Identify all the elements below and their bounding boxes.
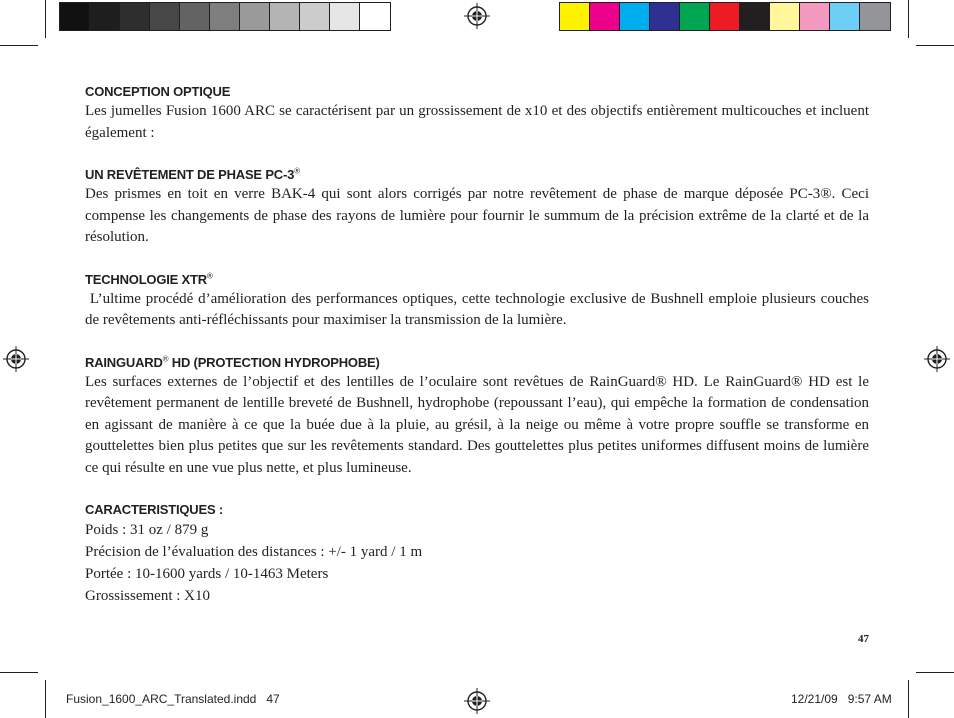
spec-item: Précision de l’évaluation des distances : +/- 1 yard / 1 m: [85, 544, 423, 560]
color-swatch: [360, 3, 390, 30]
spec-item: Grossissement : X10: [85, 588, 210, 604]
color-swatch: [680, 3, 710, 30]
section-paragraph: Les jumelles Fusion 1600 ARC se caractérisent par un grossissement de x10 et des objectifs entièrement multicouches et incluent également :: [85, 103, 869, 141]
section-heading: [85, 354, 869, 372]
color-swatch: [830, 3, 860, 30]
registration-mark-icon: [924, 346, 950, 372]
crop-mark: [0, 672, 38, 673]
registration-mark-icon: [464, 3, 490, 29]
heading-text: CONCEPTION OPTIQUE: [85, 84, 231, 99]
color-swatch: [770, 3, 800, 30]
crop-mark: [908, 0, 909, 38]
registration-mark-icon: [464, 688, 490, 714]
color-swatch: [710, 3, 740, 30]
color-swatch: [620, 3, 650, 30]
gray-calibration-bar: [59, 2, 391, 31]
color-swatch: [90, 3, 120, 30]
color-swatch: [330, 3, 360, 30]
color-swatch: [650, 3, 680, 30]
section-pc3-coating: [85, 166, 869, 249]
color-swatch: [560, 3, 590, 30]
color-swatch: [150, 3, 180, 30]
registered-mark: ®: [162, 354, 169, 364]
color-swatch: [270, 3, 300, 30]
color-swatch: [800, 3, 830, 30]
spec-item: Portée : 10-1600 yards / 10-1463 Meters: [85, 566, 329, 582]
registered-mark: ®: [206, 271, 213, 281]
color-calibration-bar: [559, 2, 891, 31]
section-heading: [85, 83, 869, 101]
color-swatch: [240, 3, 270, 30]
section-optical-design: [85, 83, 869, 144]
section-rainguard: [85, 354, 869, 480]
section-xtr-technology: [85, 271, 873, 332]
section-heading: [85, 166, 869, 184]
heading-suffix: HD (PROTECTION HYDROPHOBE): [168, 354, 380, 370]
color-swatch: [210, 3, 240, 30]
crop-mark: [45, 0, 46, 38]
color-swatch: [740, 3, 770, 30]
slug-timestamp: 12/21/09 9:57 AM: [791, 692, 892, 706]
color-swatch: [120, 3, 150, 30]
heading-text: RAINGUARD: [85, 354, 163, 370]
spec-item: Poids : 31 oz / 879 g: [85, 522, 209, 538]
crop-mark: [0, 45, 38, 46]
registration-mark-icon: [3, 346, 29, 372]
crop-mark: [916, 45, 954, 46]
color-swatch: [300, 3, 330, 30]
section-paragraph: Des prismes en toit en verre BAK-4 qui sont alors corrigés par notre revêtement de phase de marque déposée PC-3®. Ceci compense les changements de phase des rayons de lumière pour fournir le summum de la précision extrême de la clarté et de la résolution.: [85, 186, 869, 245]
crop-mark: [908, 680, 909, 718]
heading-text: TECHNOLOGIE XTR: [85, 271, 207, 287]
slug-filename: Fusion_1600_ARC_Translated.indd 47: [66, 692, 280, 706]
crop-mark: [916, 672, 954, 673]
section-paragraph: Les surfaces externes de l’objectif et des lentilles de l’oculaire sont revêtues de RainGuard® HD. Le RainGuard® HD est le revêtement permanent de lentille breveté de Bushnell, hydrophobe (repoussant l’eau), qui empêche la formation de condensation en agissant de manière à ce que la buée due à la pluie, au grésil, à la neige ou même à votre propre souffle se transforme en gouttelettes bien plus petites que sur les revêtements standard. Des gouttelettes plus petites uniformes diffusent moins de lumière ce qui résulte en une vue plus nette, et plus lumineuse.: [85, 373, 869, 476]
document-body: [85, 83, 873, 629]
color-swatch: [590, 3, 620, 30]
registered-mark: ®: [294, 166, 300, 176]
page-number: 47: [858, 633, 869, 645]
color-swatch: [180, 3, 210, 30]
section-paragraph: L’ultime procédé d’amélioration des performances optiques, cette technologie exclusive de Bushnell emploie plusieurs couches de revêtements anti-réfléchissants pour maximiser la transmission de la lumière.: [85, 290, 873, 328]
section-heading: CARACTERISTIQUES :: [85, 502, 223, 517]
section-heading: [85, 271, 869, 289]
heading-text: UN REVÊTEMENT DE PHASE PC-3: [85, 167, 295, 182]
color-swatch: [60, 3, 90, 30]
color-swatch: [860, 3, 890, 30]
section-specifications: [85, 501, 869, 607]
crop-mark: [45, 680, 46, 718]
